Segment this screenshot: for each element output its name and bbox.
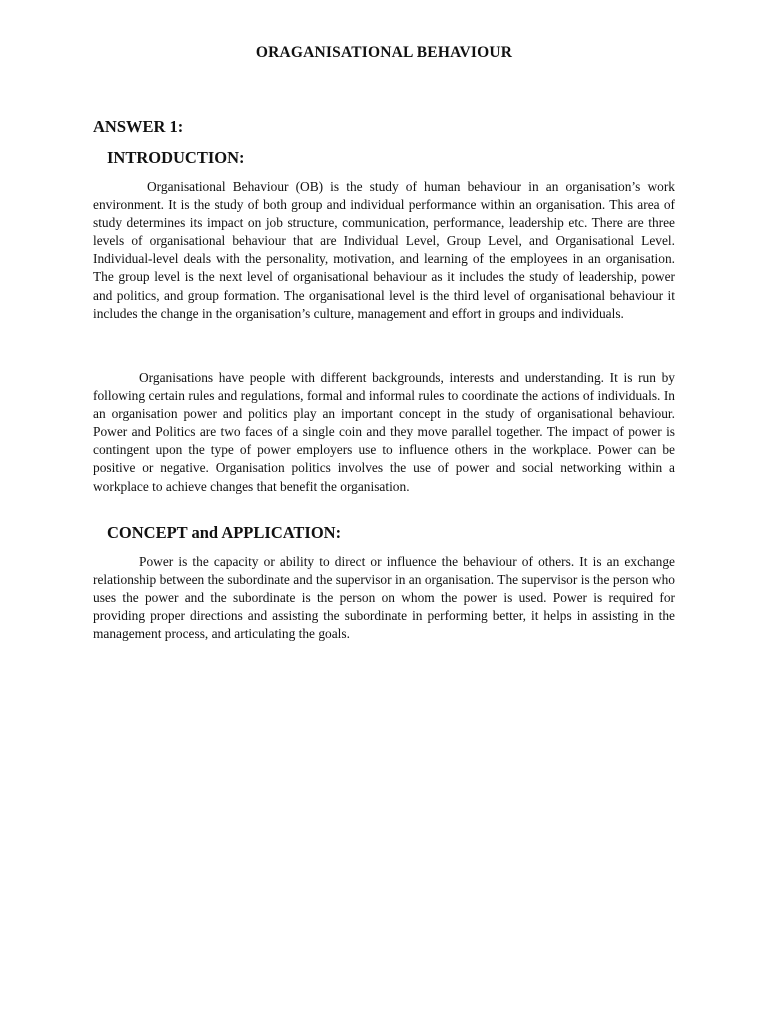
concept-paragraph-1: Power is the capacity or ability to direct or influence the behaviour of others. It is an exchange relationship between the subordinate and the supervisor in an organisation. The supervisor is the person who uses the power and the subordinate is the person on whom the power is used. Power is required for providing proper directions and assisting the subordinate in performing better, it helps in assisting in the management process, and articulating the goals. [93, 554, 675, 642]
concept-application-heading: CONCEPT and APPLICATION: [107, 523, 342, 542]
introduction-paragraph-2: Organisations have people with different backgrounds, interests and understanding. It is run by following certain rules and regulations, formal and informal rules to coordinate the actions of individuals. In an organisation power and politics play an important concept in the study of organisational behaviour. Power and Politics are two faces of a single coin and they move parallel together. The impact of power is contingent upon the type of power employers use to influence others in the workplace. Power can be positive or negative. Organisation politics involves the use of power and social networking within a workplace to achieve changes that benefit the organisation. [93, 370, 675, 494]
introduction-paragraph-1: Organisational Behaviour (OB) is the study of human behaviour in an organisation’s work environment. It is the study of both group and individual performance within an organisation. This area of study determines its impact on job structure, communication, performance, leadership etc. There are three levels of organisational behaviour that are Individual Level, Group Level, and Organisational Level. Individual-level deals with the personality, motivation, and learning of the employees in an organisation. The group level is the next level of organisational behaviour as it includes the study of leadership, power and politics, and group formation. The organisational level is the third level of organisational behaviour it includes the change in the organisation’s culture, management and effort in groups and individuals. [93, 179, 675, 321]
answer-heading: ANSWER 1: [93, 117, 184, 136]
introduction-heading: INTRODUCTION: [107, 148, 245, 167]
document-title: ORAGANISATIONAL BEHAVIOUR [255, 44, 513, 61]
